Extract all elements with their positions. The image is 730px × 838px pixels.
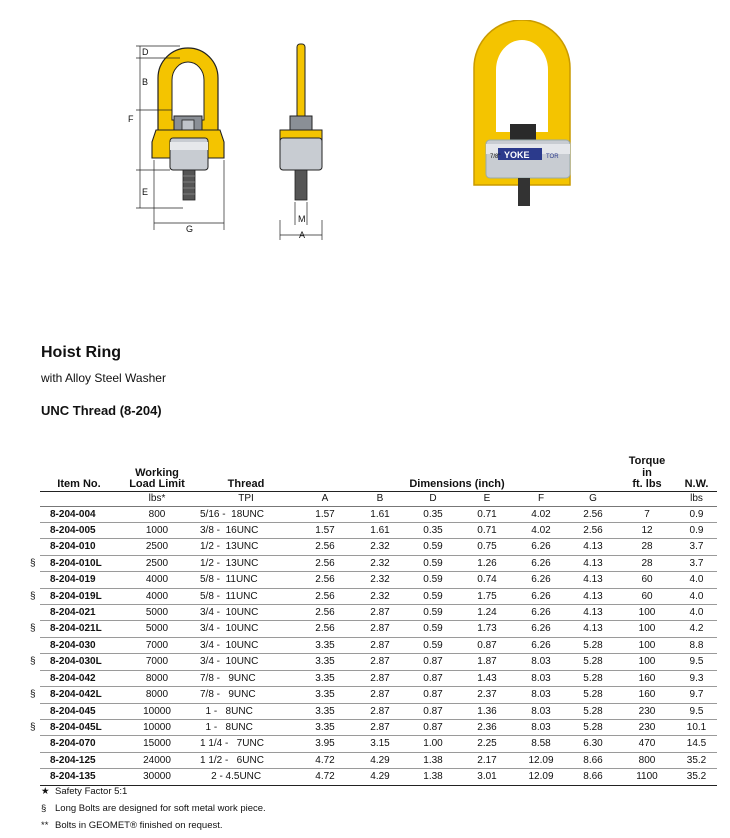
cell-g: 4.13 <box>568 539 618 555</box>
table-row <box>40 769 717 785</box>
footnote-text: Bolts in GEOMET® finished on request. <box>55 820 223 831</box>
section-title: UNC Thread (8-204) <box>41 403 162 418</box>
footnote-long-bolts <box>41 803 266 814</box>
cell-nw: 4.0 <box>676 605 717 621</box>
cell-b: 4.29 <box>354 769 406 785</box>
table-row <box>40 555 717 571</box>
cell-a: 3.35 <box>296 687 354 703</box>
table-row <box>40 605 717 621</box>
footnote-symbol: ** <box>41 820 49 831</box>
cell-a: 2.56 <box>296 539 354 555</box>
cell-torque: 160 <box>618 687 676 703</box>
cell-nw: 0.9 <box>676 506 717 522</box>
table-row <box>40 703 717 719</box>
header-item: Item No. <box>57 478 101 491</box>
cell-torque: 230 <box>618 703 676 719</box>
cell-nw: 9.7 <box>676 687 717 703</box>
cell-thread: 1 1/2 - 6UNC <box>196 752 296 768</box>
cell-d: 0.59 <box>406 555 460 571</box>
cell-f: 8.03 <box>514 670 568 686</box>
table-row <box>40 637 717 653</box>
cell-wll: 7000 <box>118 637 196 653</box>
cell-e: 0.75 <box>460 539 514 555</box>
cell-wll: 5000 <box>118 621 196 637</box>
cell-a: 4.72 <box>296 752 354 768</box>
cell-f: 8.58 <box>514 736 568 752</box>
cell-wll: 7000 <box>118 654 196 670</box>
photo-side-mark: TOR <box>546 154 559 160</box>
cell-item <box>30 719 118 735</box>
cell-torque: 28 <box>618 539 676 555</box>
unit-torque <box>618 491 676 506</box>
cell-f: 12.09 <box>514 769 568 785</box>
side-view <box>280 44 322 200</box>
footnote-symbol: § <box>41 803 47 814</box>
cell-item <box>40 523 118 539</box>
unit-a: A <box>296 491 354 506</box>
cell-nw: 0.9 <box>676 523 717 539</box>
cell-e: 2.37 <box>460 687 514 703</box>
table-row <box>40 736 717 752</box>
cell-g: 2.56 <box>568 506 618 522</box>
cell-item <box>40 752 118 768</box>
cell-nw: 35.2 <box>676 769 717 785</box>
long-bolt-mark: § <box>30 656 36 668</box>
table-row <box>40 539 717 555</box>
item-number: 8-204-021 <box>50 607 96 619</box>
cell-d: 0.59 <box>406 605 460 621</box>
cell-g: 5.28 <box>568 637 618 653</box>
cell-a: 3.35 <box>296 654 354 670</box>
cell-e: 1.73 <box>460 621 514 637</box>
cell-thread: 1 1/4 - 7UNC <box>196 736 296 752</box>
header-wll-line1: Working <box>135 466 179 479</box>
item-number: 8-204-045 <box>50 705 96 717</box>
cell-item <box>40 703 118 719</box>
cell-b: 2.87 <box>354 687 406 703</box>
cell-g: 5.28 <box>568 670 618 686</box>
cell-thread: 3/4 - 10UNC <box>196 654 296 670</box>
cell-thread: 3/4 - 10UNC <box>196 621 296 637</box>
dim-label-m: M <box>298 214 306 224</box>
long-bolt-mark: § <box>30 590 36 602</box>
cell-g: 8.66 <box>568 769 618 785</box>
cell-d: 1.38 <box>406 769 460 785</box>
cell-e: 1.43 <box>460 670 514 686</box>
cell-f: 12.09 <box>514 752 568 768</box>
cell-a: 1.57 <box>296 523 354 539</box>
cell-wll: 2500 <box>118 555 196 571</box>
table-row <box>40 621 717 637</box>
cell-wll: 24000 <box>118 752 196 768</box>
cell-wll: 5000 <box>118 605 196 621</box>
cell-a: 4.72 <box>296 769 354 785</box>
cell-item <box>40 670 118 686</box>
cell-torque: 100 <box>618 637 676 653</box>
cell-e: 1.24 <box>460 605 514 621</box>
cell-f: 4.02 <box>514 523 568 539</box>
cell-b: 2.87 <box>354 605 406 621</box>
cell-d: 0.59 <box>406 572 460 588</box>
cell-torque: 800 <box>618 752 676 768</box>
cell-nw: 3.7 <box>676 555 717 571</box>
dim-label-d: D <box>142 47 149 57</box>
item-number: 8-204-135 <box>50 771 96 783</box>
item-number: 8-204-021L <box>50 623 102 635</box>
header-torque-line3: ft. lbs <box>632 478 662 491</box>
cell-wll: 8000 <box>118 670 196 686</box>
cell-wll: 1000 <box>118 523 196 539</box>
long-bolt-mark: § <box>30 623 36 635</box>
cell-nw: 4.0 <box>676 588 717 604</box>
cell-d: 0.59 <box>406 637 460 653</box>
cell-e: 0.71 <box>460 523 514 539</box>
cell-item <box>40 506 118 522</box>
cell-wll: 10000 <box>118 703 196 719</box>
cell-item <box>30 687 118 703</box>
cell-g: 4.13 <box>568 621 618 637</box>
product-photo <box>460 20 600 220</box>
cell-b: 2.32 <box>354 572 406 588</box>
table-row <box>40 719 717 735</box>
cell-b: 4.29 <box>354 752 406 768</box>
cell-d: 0.87 <box>406 719 460 735</box>
cell-thread: 5/8 - 11UNC <box>196 572 296 588</box>
cell-torque: 230 <box>618 719 676 735</box>
cell-e: 2.36 <box>460 719 514 735</box>
item-number: 8-204-030L <box>50 656 102 668</box>
header-wll <box>118 456 196 491</box>
cell-e: 0.71 <box>460 506 514 522</box>
cell-a: 3.35 <box>296 637 354 653</box>
item-number: 8-204-042L <box>50 689 102 701</box>
header-thread: Thread <box>227 478 265 491</box>
cell-wll: 30000 <box>118 769 196 785</box>
unit-f: F <box>514 491 568 506</box>
cell-a: 1.57 <box>296 506 354 522</box>
cell-nw: 9.5 <box>676 703 717 719</box>
header-nw: N.W. <box>684 478 709 491</box>
cell-thread: 1/2 - 13UNC <box>196 539 296 555</box>
cell-torque: 100 <box>618 605 676 621</box>
cell-thread: 2 - 4.5UNC <box>196 769 296 785</box>
table-row <box>40 588 717 604</box>
cell-e: 1.75 <box>460 588 514 604</box>
cell-nw: 35.2 <box>676 752 717 768</box>
item-number: 8-204-125 <box>50 754 96 766</box>
cell-nw: 9.3 <box>676 670 717 686</box>
cell-f: 6.26 <box>514 555 568 571</box>
cell-torque: 28 <box>618 555 676 571</box>
cell-g: 6.30 <box>568 736 618 752</box>
cell-d: 0.87 <box>406 687 460 703</box>
cell-g: 2.56 <box>568 523 618 539</box>
long-bolt-mark: § <box>30 721 36 733</box>
cell-a: 2.56 <box>296 555 354 571</box>
cell-thread: 3/8 - 16UNC <box>196 523 296 539</box>
cell-f: 8.03 <box>514 719 568 735</box>
cell-b: 2.87 <box>354 654 406 670</box>
cell-thread: 3/4 - 10UNC <box>196 605 296 621</box>
cell-g: 4.13 <box>568 605 618 621</box>
cell-nw: 14.5 <box>676 736 717 752</box>
long-bolt-mark: § <box>30 557 36 569</box>
cell-thread: 7/8 - 9UNC <box>196 687 296 703</box>
cell-wll: 800 <box>118 506 196 522</box>
item-number: 8-204-042 <box>50 672 96 684</box>
cell-item <box>40 539 118 555</box>
item-number: 8-204-019L <box>50 590 102 602</box>
unit-e: E <box>460 491 514 506</box>
cell-b: 2.87 <box>354 719 406 735</box>
photo-brand-mark: YOKE <box>504 150 530 160</box>
cell-d: 0.59 <box>406 588 460 604</box>
cell-f: 6.26 <box>514 572 568 588</box>
cell-a: 2.56 <box>296 572 354 588</box>
footnote-symbol: ★ <box>41 786 50 797</box>
spec-table <box>30 455 717 786</box>
cell-b: 2.32 <box>354 555 406 571</box>
cell-d: 0.87 <box>406 670 460 686</box>
cell-d: 1.38 <box>406 752 460 768</box>
item-number: 8-204-005 <box>50 525 96 537</box>
cell-torque: 100 <box>618 621 676 637</box>
footnote-text: Safety Factor 5:1 <box>55 786 128 797</box>
header-dimensions: Dimensions (inch) <box>409 478 505 491</box>
dim-label-b: B <box>142 77 149 87</box>
cell-nw: 9.5 <box>676 654 717 670</box>
cell-torque: 7 <box>618 506 676 522</box>
cell-b: 2.87 <box>354 621 406 637</box>
cell-item <box>40 572 118 588</box>
cell-item <box>40 605 118 621</box>
item-number: 8-204-010L <box>50 557 102 569</box>
front-view <box>152 48 224 200</box>
cell-torque: 470 <box>618 736 676 752</box>
cell-thread: 7/8 - 9UNC <box>196 670 296 686</box>
cell-e: 3.01 <box>460 769 514 785</box>
long-bolt-mark: § <box>30 689 36 701</box>
cell-wll: 8000 <box>118 687 196 703</box>
cell-d: 0.87 <box>406 654 460 670</box>
table-row <box>40 506 717 522</box>
cell-torque: 1100 <box>618 769 676 785</box>
cell-e: 1.87 <box>460 654 514 670</box>
cell-g: 5.28 <box>568 654 618 670</box>
cell-a: 2.56 <box>296 605 354 621</box>
cell-wll: 15000 <box>118 736 196 752</box>
unit-item <box>40 491 118 506</box>
unit-nw: lbs <box>676 491 717 506</box>
header-torque-line1: Torque <box>628 455 666 467</box>
item-number: 8-204-030 <box>50 639 96 651</box>
cell-e: 1.26 <box>460 555 514 571</box>
cell-f: 4.02 <box>514 506 568 522</box>
cell-wll: 10000 <box>118 719 196 735</box>
cell-f: 8.03 <box>514 654 568 670</box>
cell-torque: 100 <box>618 654 676 670</box>
cell-thread: 5/16 - 18UNC <box>196 506 296 522</box>
cell-g: 5.28 <box>568 687 618 703</box>
cell-nw: 4.2 <box>676 621 717 637</box>
cell-item <box>40 769 118 785</box>
table-row <box>40 654 717 670</box>
footnote-geomet <box>41 820 223 831</box>
cell-b: 1.61 <box>354 506 406 522</box>
unit-thread: TPI <box>196 491 296 506</box>
cell-b: 2.87 <box>354 670 406 686</box>
cell-b: 1.61 <box>354 523 406 539</box>
cell-d: 0.59 <box>406 539 460 555</box>
technical-drawing <box>120 30 330 240</box>
cell-d: 0.35 <box>406 506 460 522</box>
cell-a: 3.35 <box>296 703 354 719</box>
header-torque <box>618 456 676 491</box>
item-number: 8-204-045L <box>50 721 102 733</box>
cell-d: 0.59 <box>406 621 460 637</box>
cell-e: 2.17 <box>460 752 514 768</box>
photo-size-mark: 7/8" <box>490 154 501 160</box>
cell-f: 6.26 <box>514 605 568 621</box>
cell-nw: 4.0 <box>676 572 717 588</box>
cell-torque: 12 <box>618 523 676 539</box>
cell-e: 0.87 <box>460 637 514 653</box>
cell-b: 2.32 <box>354 588 406 604</box>
table-row <box>40 752 717 768</box>
cell-nw: 3.7 <box>676 539 717 555</box>
cell-item <box>30 654 118 670</box>
cell-a: 2.56 <box>296 621 354 637</box>
cell-nw: 10.1 <box>676 719 717 735</box>
cell-g: 4.13 <box>568 572 618 588</box>
dim-label-a: A <box>299 230 306 240</box>
unit-d: D <box>406 491 460 506</box>
item-number: 8-204-010 <box>50 541 96 553</box>
cell-f: 8.03 <box>514 687 568 703</box>
cell-d: 0.35 <box>406 523 460 539</box>
header-torque-line2: in <box>642 466 652 479</box>
cell-wll: 2500 <box>118 539 196 555</box>
header-wll-line2: Load Limit <box>129 478 185 491</box>
cell-wll: 4000 <box>118 588 196 604</box>
cell-item <box>40 736 118 752</box>
table-row <box>40 523 717 539</box>
dim-label-g: G <box>186 224 194 234</box>
footnote-text: Long Bolts are designed for soft metal work piece. <box>55 803 266 814</box>
cell-wll: 4000 <box>118 572 196 588</box>
cell-d: 0.87 <box>406 703 460 719</box>
cell-g: 4.13 <box>568 555 618 571</box>
cell-a: 3.35 <box>296 719 354 735</box>
cell-b: 3.15 <box>354 736 406 752</box>
cell-thread: 5/8 - 11UNC <box>196 588 296 604</box>
cell-nw: 8.8 <box>676 637 717 653</box>
cell-thread: 3/4 - 10UNC <box>196 637 296 653</box>
cell-a: 3.35 <box>296 670 354 686</box>
cell-b: 2.87 <box>354 703 406 719</box>
cell-f: 6.26 <box>514 588 568 604</box>
page-subtitle: with Alloy Steel Washer <box>41 371 166 385</box>
cell-g: 8.66 <box>568 752 618 768</box>
cell-torque: 160 <box>618 670 676 686</box>
cell-item <box>30 621 118 637</box>
cell-g: 4.13 <box>568 588 618 604</box>
cell-f: 6.26 <box>514 637 568 653</box>
cell-thread: 1 - 8UNC <box>196 719 296 735</box>
cell-f: 8.03 <box>514 703 568 719</box>
cell-item <box>30 555 118 571</box>
unit-b: B <box>354 491 406 506</box>
cell-thread: 1 - 8UNC <box>196 703 296 719</box>
cell-b: 2.87 <box>354 637 406 653</box>
cell-thread: 1/2 - 13UNC <box>196 555 296 571</box>
cell-e: 2.25 <box>460 736 514 752</box>
item-number: 8-204-019 <box>50 574 96 586</box>
dim-label-e: E <box>142 187 149 197</box>
cell-item <box>30 588 118 604</box>
cell-torque: 60 <box>618 588 676 604</box>
cell-e: 1.36 <box>460 703 514 719</box>
page-title: Hoist Ring <box>41 344 121 361</box>
cell-f: 6.26 <box>514 621 568 637</box>
cell-b: 2.32 <box>354 539 406 555</box>
item-number: 8-204-070 <box>50 738 96 750</box>
table-row <box>40 670 717 686</box>
table-row <box>40 687 717 703</box>
cell-g: 5.28 <box>568 703 618 719</box>
unit-wll: lbs* <box>118 491 196 506</box>
unit-g: G <box>568 491 618 506</box>
cell-item <box>40 637 118 653</box>
cell-f: 6.26 <box>514 539 568 555</box>
table-row <box>40 572 717 588</box>
footnote-safety <box>41 786 127 797</box>
cell-torque: 60 <box>618 572 676 588</box>
cell-e: 0.74 <box>460 572 514 588</box>
cell-a: 2.56 <box>296 588 354 604</box>
item-number: 8-204-004 <box>50 508 96 520</box>
cell-d: 1.00 <box>406 736 460 752</box>
cell-g: 5.28 <box>568 719 618 735</box>
dim-label-f: F <box>128 114 134 124</box>
cell-a: 3.95 <box>296 736 354 752</box>
